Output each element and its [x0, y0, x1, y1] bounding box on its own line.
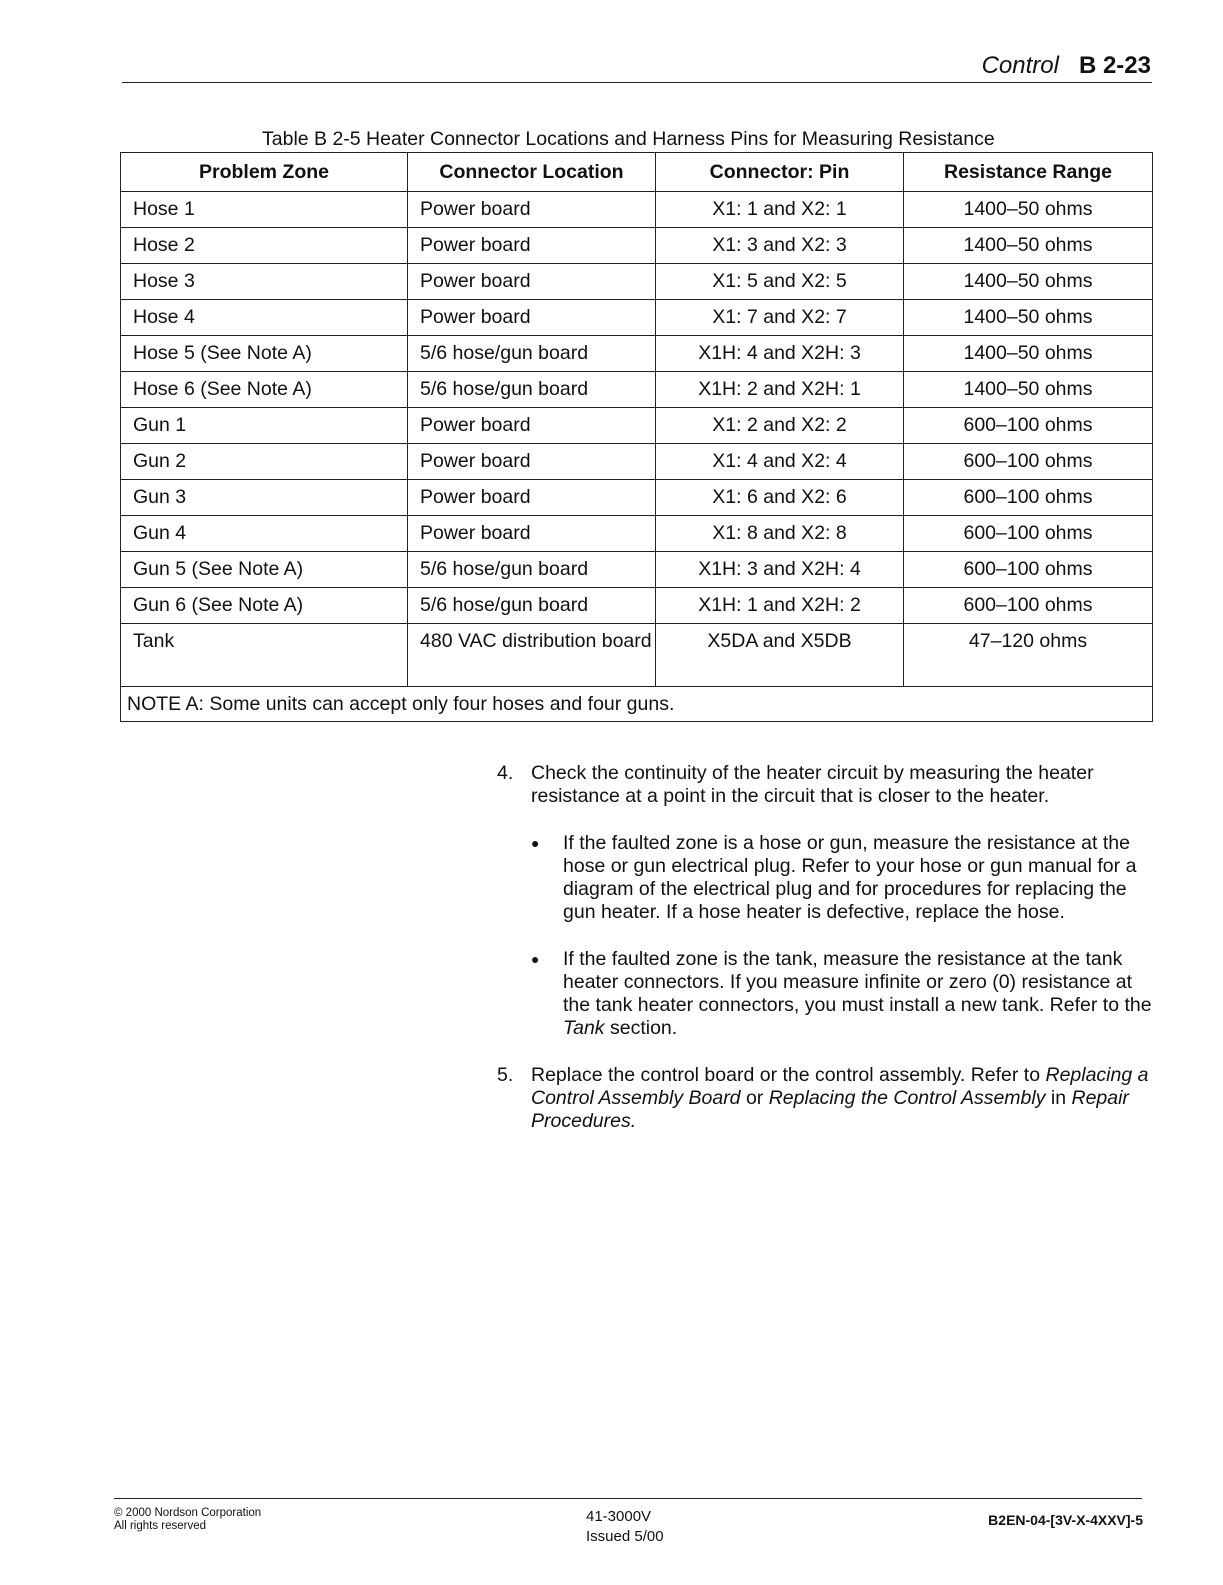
resistance-range-cell: 1400–50 ohms: [904, 228, 1153, 264]
connector-pin-cell: X1H: 4 and X2H: 3: [656, 336, 904, 372]
bullet-item: [531, 948, 1157, 1040]
table-row: [121, 192, 1153, 228]
table-note-row: [121, 687, 1153, 722]
connector-pin-cell: X1H: 3 and X2H: 4: [656, 552, 904, 588]
resistance-range-cell: 1400–50 ohms: [904, 372, 1153, 408]
problem-zone-cell: Gun 1: [121, 408, 408, 444]
connector-location-cell: 480 VAC distribution board: [408, 624, 656, 687]
connector-pin-cell: X5DA and X5DB: [656, 624, 904, 687]
table-row: [121, 336, 1153, 372]
problem-zone-cell: Tank: [121, 624, 408, 687]
resistance-range-cell: 1400–50 ohms: [904, 192, 1153, 228]
procedure-reference: Replacing the Control Assembly: [768, 1087, 1046, 1109]
problem-zone-cell: Hose 3: [121, 264, 408, 300]
connector-location-cell: Power board: [408, 516, 656, 552]
footer-doc-info: [586, 1507, 664, 1547]
heater-connector-table: [120, 152, 1153, 722]
table-header-row: [121, 153, 1153, 192]
resistance-range-cell: 1400–50 ohms: [904, 300, 1153, 336]
problem-zone-cell: Hose 1: [121, 192, 408, 228]
procedure-steps: [497, 762, 1157, 1157]
bullet-text: [563, 948, 1157, 1040]
footer-copyright: [114, 1507, 261, 1533]
problem-zone-cell: Hose 2: [121, 228, 408, 264]
resistance-range-cell: 600–100 ohms: [904, 552, 1153, 588]
table-row: [121, 624, 1153, 687]
bullet-text: If the faulted zone is a hose or gun, measure the resistance at the hose or gun electrical plug. Refer to your hose or gun manual for a diagram of the electrical plug and for procedures for replacing the gun heater. If a hose heater is defective, replace the hose.: [563, 832, 1137, 923]
page-header: [982, 52, 1151, 80]
section-reference: Repair Procedures.: [531, 1087, 1129, 1132]
connector-location-cell: Power board: [408, 480, 656, 516]
connector-pin-cell: X1: 5 and X2: 5: [656, 264, 904, 300]
table-row: [121, 552, 1153, 588]
problem-zone-cell: Hose 4: [121, 300, 408, 336]
step-number: 4.: [497, 762, 514, 784]
resistance-range-cell: 47–120 ohms: [904, 624, 1153, 687]
connector-location-cell: 5/6 hose/gun board: [408, 336, 656, 372]
table-row: [121, 264, 1153, 300]
connector-pin-cell: X1H: 1 and X2H: 2: [656, 588, 904, 624]
table-note: NOTE A: Some units can accept only four hoses and four guns.: [121, 687, 1153, 722]
column-header: Connector Location: [408, 153, 656, 192]
column-header: Problem Zone: [121, 153, 408, 192]
text-run: If the faulted zone is the tank, measure the resistance at the tank heater connectors. If you measure infinite or zero (0) resistance at the tank heater connectors, you must install a new tank. Refer to the: [563, 948, 1152, 1016]
table-row: [121, 408, 1153, 444]
table-row: [121, 480, 1153, 516]
resistance-range-cell: 600–100 ohms: [904, 408, 1153, 444]
resistance-range-cell: 1400–50 ohms: [904, 264, 1153, 300]
problem-zone-cell: Gun 5 (See Note A): [121, 552, 408, 588]
bullet-icon: ●: [531, 951, 540, 967]
bullet-icon: ●: [531, 835, 540, 851]
table-caption: Table B 2-5 Heater Connector Locations and Harness Pins for Measuring Resistance: [262, 128, 995, 150]
bullet-item: [531, 832, 1157, 924]
issue-date: Issued 5/00: [586, 1528, 664, 1545]
resistance-range-cell: 600–100 ohms: [904, 480, 1153, 516]
resistance-range-cell: 1400–50 ohms: [904, 336, 1153, 372]
connector-location-cell: 5/6 hose/gun board: [408, 588, 656, 624]
connector-pin-cell: X1: 4 and X2: 4: [656, 444, 904, 480]
connector-pin-cell: X1: 2 and X2: 2: [656, 408, 904, 444]
tank-section-reference: Tank: [563, 1017, 605, 1039]
connector-location-cell: Power board: [408, 192, 656, 228]
problem-zone-cell: Hose 5 (See Note A): [121, 336, 408, 372]
text-run: in: [1045, 1087, 1072, 1109]
connector-pin-cell: X1: 3 and X2: 3: [656, 228, 904, 264]
step-5: [497, 1064, 1157, 1133]
connector-pin-cell: X1: 8 and X2: 8: [656, 516, 904, 552]
header-rule: [122, 82, 1152, 83]
table-row: [121, 372, 1153, 408]
connector-location-cell: Power board: [408, 264, 656, 300]
step-text: [531, 1064, 1157, 1133]
column-header: Resistance Range: [904, 153, 1153, 192]
problem-zone-cell: Gun 6 (See Note A): [121, 588, 408, 624]
resistance-range-cell: 600–100 ohms: [904, 516, 1153, 552]
connector-location-cell: Power board: [408, 228, 656, 264]
problem-zone-cell: Gun 3: [121, 480, 408, 516]
step-text: Check the continuity of the heater circuit by measuring the heater resistance at a point in the circuit that is closer to the heater.: [531, 762, 1094, 807]
copyright-text: © 2000 Nordson Corporation: [114, 1507, 262, 1519]
connector-location-cell: Power board: [408, 444, 656, 480]
table-row: [121, 516, 1153, 552]
text-run: Replace the control board or the control assembly. Refer to: [531, 1064, 1046, 1086]
column-header: Connector: Pin: [656, 153, 904, 192]
procedure-reference: Replacing a Control Assembly Board: [531, 1064, 1149, 1109]
connector-location-cell: Power board: [408, 300, 656, 336]
table-row: [121, 444, 1153, 480]
connector-location-cell: Power board: [408, 408, 656, 444]
connector-pin-cell: X1: 1 and X2: 1: [656, 192, 904, 228]
table-row: [121, 588, 1153, 624]
problem-zone-cell: Gun 2: [121, 444, 408, 480]
table-row: [121, 228, 1153, 264]
section-name: Control: [981, 52, 1059, 79]
page-number: B 2-23: [1078, 52, 1151, 79]
problem-zone-cell: Gun 4: [121, 516, 408, 552]
problem-zone-cell: Hose 6 (See Note A): [121, 372, 408, 408]
connector-location-cell: 5/6 hose/gun board: [408, 372, 656, 408]
step-number: 5.: [497, 1064, 514, 1086]
connector-pin-cell: X1: 7 and X2: 7: [656, 300, 904, 336]
footer-rule: [114, 1498, 1142, 1499]
connector-location-cell: 5/6 hose/gun board: [408, 552, 656, 588]
resistance-range-cell: 600–100 ohms: [904, 588, 1153, 624]
resistance-range-cell: 600–100 ohms: [904, 444, 1153, 480]
text-run: section.: [604, 1017, 678, 1039]
doc-number: 41-3000V: [586, 1508, 652, 1525]
footer-code: B2EN-04-[3V-X-4XXV]-5: [988, 1512, 1143, 1528]
connector-pin-cell: X1H: 2 and X2H: 1: [656, 372, 904, 408]
text-run: or: [740, 1087, 769, 1109]
rights-text: All rights reserved: [114, 1520, 207, 1532]
connector-pin-cell: X1: 6 and X2: 6: [656, 480, 904, 516]
table-row: [121, 300, 1153, 336]
step-4: [497, 762, 1157, 808]
